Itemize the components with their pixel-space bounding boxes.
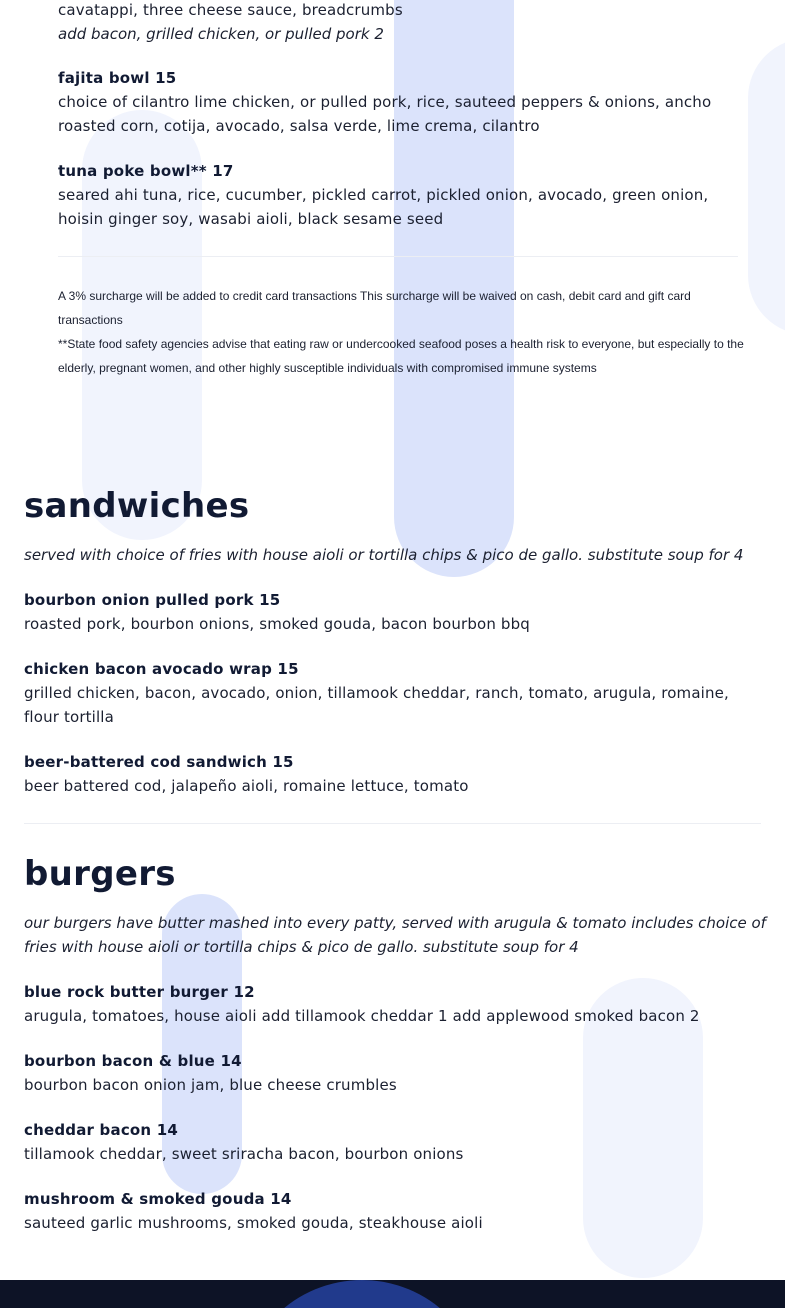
menu-item <box>58 0 758 46</box>
section-title-sandwiches: sandwiches <box>24 486 250 526</box>
menu-item <box>24 1187 764 1235</box>
divider <box>24 823 761 824</box>
footer <box>0 1280 785 1308</box>
menu-item <box>24 750 764 798</box>
section-subtitle: served with choice of fries with house aioli or tortilla chips & pico de gallo. substitute soup for 4 <box>24 546 744 564</box>
menu-item-description: roasted pork, bourbon onions, smoked gouda, bacon bourbon bbq <box>24 615 530 633</box>
menu-item-name: blue rock butter burger 12 <box>24 983 255 1001</box>
menu-item <box>24 1118 764 1166</box>
seafood-advisory-note: **State food safety agencies advise that eating raw or undercooked seafood poses a health risk to everyone, but especially to the elderly, pregnant women, and other highly susceptible individuals with compromised immune systems <box>58 337 744 375</box>
surcharge-note: A 3% surcharge will be added to credit card transactions This surcharge will be waived on cash, debit card and gift card transactions <box>58 289 691 327</box>
menu-item-addon: add bacon, grilled chicken, or pulled pork 2 <box>58 25 384 43</box>
menu-item-description: tillamook cheddar, sweet sriracha bacon, bourbon onions <box>24 1145 464 1163</box>
menu-item <box>58 66 758 138</box>
menu-item-description: choice of cilantro lime chicken, or pulled pork, rice, sauteed peppers & onions, ancho roasted corn, cotija, avocado, salsa verde, lime crema, cilantro <box>58 93 712 135</box>
menu-item-description: seared ahi tuna, rice, cucumber, pickled carrot, pickled onion, avocado, green onion, hoisin ginger soy, wasabi aioli, black sesame seed <box>58 186 709 228</box>
menu-item-description: beer battered cod, jalapeño aioli, romaine lettuce, tomato <box>24 777 469 795</box>
menu-item-name: mushroom & smoked gouda 14 <box>24 1190 292 1208</box>
menu-item-name: cheddar bacon 14 <box>24 1121 178 1139</box>
menu-item-description: grilled chicken, bacon, avocado, onion, tillamook cheddar, ranch, tomato, arugula, romaine, flour tortilla <box>24 684 729 726</box>
menu-item-description: bourbon bacon onion jam, blue cheese crumbles <box>24 1076 397 1094</box>
menu-item-name: tuna poke bowl** 17 <box>58 162 234 180</box>
menu-item <box>24 588 764 636</box>
menu-item-name: chicken bacon avocado wrap 15 <box>24 660 299 678</box>
menu-item-name: bourbon onion pulled pork 15 <box>24 591 281 609</box>
menu-item-name: fajita bowl 15 <box>58 69 177 87</box>
section-subtitle: our burgers have butter mashed into every patty, served with arugula & tomato includes choice of fries with house aioli or tortilla chips & pico de gallo. substitute soup for 4 <box>24 914 766 956</box>
menu-item <box>24 980 764 1028</box>
section-title-burgers: burgers <box>24 854 176 894</box>
menu-item-description: cavatappi, three cheese sauce, breadcrumbs <box>58 1 403 19</box>
divider <box>58 256 738 257</box>
menu-item-description: sauteed garlic mushrooms, smoked gouda, steakhouse aioli <box>24 1214 483 1232</box>
menu-item <box>24 1049 764 1097</box>
menu-item-name: beer-battered cod sandwich 15 <box>24 753 294 771</box>
menu-item <box>24 657 764 729</box>
menu-notes <box>58 284 748 380</box>
menu-item <box>58 159 758 231</box>
footer-decorative-circle <box>240 1280 484 1308</box>
menu-item-name: bourbon bacon & blue 14 <box>24 1052 242 1070</box>
menu-item-description: arugula, tomatoes, house aioli add tillamook cheddar 1 add applewood smoked bacon 2 <box>24 1007 700 1025</box>
